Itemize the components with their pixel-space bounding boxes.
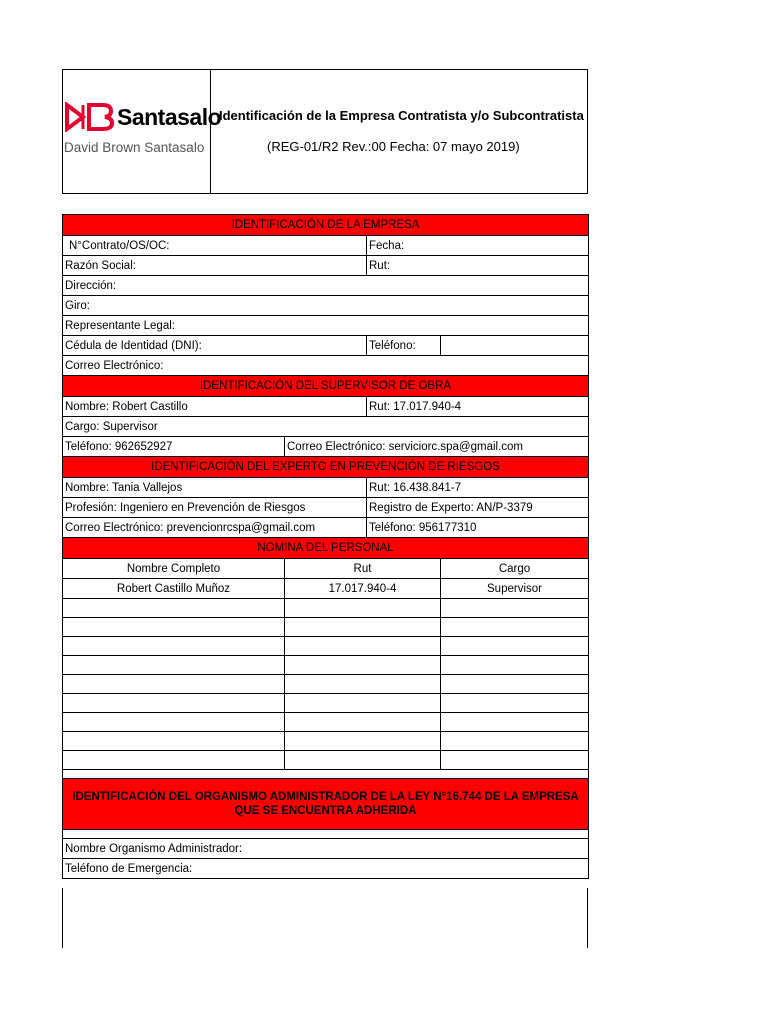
- cell-nombre[interactable]: [63, 599, 285, 618]
- cell-cargo[interactable]: [441, 675, 589, 694]
- cell-cargo[interactable]: [441, 599, 589, 618]
- logo-name: Santasalo: [117, 104, 222, 130]
- cell-nombre[interactable]: [63, 694, 285, 713]
- section-title: IDENTIFICACIÓN DE LA EMPRESA: [63, 215, 589, 236]
- fecha-field[interactable]: Fecha:: [367, 236, 589, 256]
- cell-rut[interactable]: [285, 656, 441, 675]
- organismo-telefono-field[interactable]: Teléfono de Emergencia:: [63, 859, 589, 879]
- supervisor-nombre-field[interactable]: Nombre: Robert Castillo: [63, 397, 367, 417]
- col-header-rut: Rut: [285, 559, 441, 579]
- logo-subtitle: David Brown Santasalo: [64, 140, 205, 155]
- form-row: [63, 498, 589, 518]
- experto-telefono-field[interactable]: Teléfono: 956177310: [367, 518, 589, 538]
- telefono-field[interactable]: [441, 336, 589, 356]
- form-row: [63, 296, 589, 316]
- table-row: [63, 694, 589, 713]
- form-row: [63, 397, 589, 417]
- form-row: [63, 276, 589, 296]
- cell-nombre[interactable]: [63, 618, 285, 637]
- form-row: [63, 316, 589, 336]
- cell-nombre[interactable]: [63, 637, 285, 656]
- form-row: [63, 478, 589, 498]
- rut-field[interactable]: Rut:: [367, 256, 589, 276]
- form-row: [63, 356, 589, 376]
- santasalo-logo-icon: [65, 102, 115, 132]
- organismo-nombre-field[interactable]: Nombre Organismo Administrador:: [63, 839, 589, 859]
- cell-rut[interactable]: [285, 713, 441, 732]
- cell-rut[interactable]: [285, 675, 441, 694]
- cell-nombre[interactable]: [63, 656, 285, 675]
- cell-rut[interactable]: [285, 599, 441, 618]
- cell-nombre[interactable]: [63, 675, 285, 694]
- direccion-field[interactable]: Dirección:: [63, 276, 589, 296]
- cell-cargo[interactable]: [441, 732, 589, 751]
- section-title: IDENTIFICACIÓN DEL EXPERTO EN PREVENCIÓN DE RIESGOS: [63, 457, 589, 478]
- cell-cargo[interactable]: [441, 637, 589, 656]
- nomina-header-row: [63, 559, 589, 579]
- section-nomina: [63, 538, 589, 559]
- cell-cargo[interactable]: [441, 713, 589, 732]
- section-title: IDENTIFICACIÓN DEL ORGANISMO ADMINISTRADOR DE LA LEY N°16.744 DE LA EMPRESA QUE SE ENCUENTRA ADHERIDA: [63, 779, 589, 830]
- cell-rut[interactable]: [285, 751, 441, 770]
- cell-cargo[interactable]: [441, 694, 589, 713]
- section-title: NOMINA DEL PERSONAL: [63, 538, 589, 559]
- cell-nombre[interactable]: Robert Castillo Muñoz: [63, 579, 285, 599]
- supervisor-correo-field[interactable]: Correo Electrónico: serviciorc.spa@gmail.com: [285, 437, 589, 457]
- form-row: [63, 336, 589, 356]
- form-row: [63, 518, 589, 538]
- cell-nombre[interactable]: [63, 751, 285, 770]
- spacer-row: [63, 770, 589, 779]
- cell-rut[interactable]: [285, 618, 441, 637]
- form-row: [63, 256, 589, 276]
- cell-cargo[interactable]: [441, 656, 589, 675]
- cell-cargo[interactable]: [441, 751, 589, 770]
- logo-cell: [63, 70, 222, 193]
- giro-field[interactable]: Giro:: [63, 296, 589, 316]
- contrato-field[interactable]: N°Contrato/OS/OC:: [63, 236, 367, 256]
- section-experto: [63, 457, 589, 478]
- supervisor-cargo-field[interactable]: Cargo: Supervisor: [63, 417, 589, 437]
- experto-rut-field[interactable]: Rut: 16.438.841-7: [367, 478, 589, 498]
- spacer-cell: [63, 770, 589, 779]
- section-title: IDENTIFICACIÓN DEL SUPERVISOR DE OBRA: [63, 376, 589, 397]
- notes-area[interactable]: [62, 888, 588, 948]
- document-header: [62, 69, 588, 194]
- spacer-row: [63, 830, 589, 839]
- spacer-cell: [63, 830, 589, 839]
- table-row: [63, 732, 589, 751]
- telefono-label: Teléfono:: [367, 336, 441, 356]
- table-row: [63, 637, 589, 656]
- cell-nombre[interactable]: [63, 713, 285, 732]
- document-code: (REG-01/R2 Rev.:00 Fecha: 07 mayo 2019): [267, 139, 520, 154]
- table-row: [63, 599, 589, 618]
- cell-cargo[interactable]: [441, 618, 589, 637]
- cell-rut[interactable]: 17.017.940-4: [285, 579, 441, 599]
- table-row: [63, 751, 589, 770]
- section-organismo: [63, 779, 589, 830]
- section-empresa: [63, 215, 589, 236]
- table-row: [63, 656, 589, 675]
- col-header-nombre: Nombre Completo: [63, 559, 285, 579]
- form-row: [63, 417, 589, 437]
- document-title: Identificación de la Empresa Contratista y/o Subcontratista: [219, 108, 584, 123]
- table-row: [63, 675, 589, 694]
- experto-correo-field[interactable]: Correo Electrónico: prevencionrcspa@gmail.com: [63, 518, 367, 538]
- razon-social-field[interactable]: Razón Social:: [63, 256, 367, 276]
- experto-nombre-field[interactable]: Nombre: Tania Vallejos: [63, 478, 367, 498]
- cell-nombre[interactable]: [63, 732, 285, 751]
- form-row: [63, 437, 589, 457]
- form-row: [63, 839, 589, 859]
- cedula-field[interactable]: Cédula de Identidad (DNI):: [63, 336, 367, 356]
- table-row: [63, 618, 589, 637]
- cell-rut[interactable]: [285, 637, 441, 656]
- supervisor-rut-field[interactable]: Rut: 17.017.940-4: [367, 397, 589, 417]
- col-header-cargo: Cargo: [441, 559, 589, 579]
- cell-rut[interactable]: [285, 694, 441, 713]
- form-row: [63, 859, 589, 879]
- cell-rut[interactable]: [285, 732, 441, 751]
- table-row: [63, 713, 589, 732]
- form-row: [63, 236, 589, 256]
- section-supervisor: [63, 376, 589, 397]
- cell-cargo[interactable]: Supervisor: [441, 579, 589, 599]
- representante-field[interactable]: Representante Legal:: [63, 316, 589, 336]
- correo-field[interactable]: Correo Electrónico:: [63, 356, 589, 376]
- supervisor-telefono-field[interactable]: Teléfono: 962652927: [63, 437, 285, 457]
- experto-registro-field[interactable]: Registro de Experto: AN/P-3379: [367, 498, 589, 518]
- table-row: [63, 579, 589, 599]
- contractor-form: [62, 214, 589, 879]
- experto-profesion-field[interactable]: Profesión: Ingeniero en Prevención de Riesgos: [63, 498, 367, 518]
